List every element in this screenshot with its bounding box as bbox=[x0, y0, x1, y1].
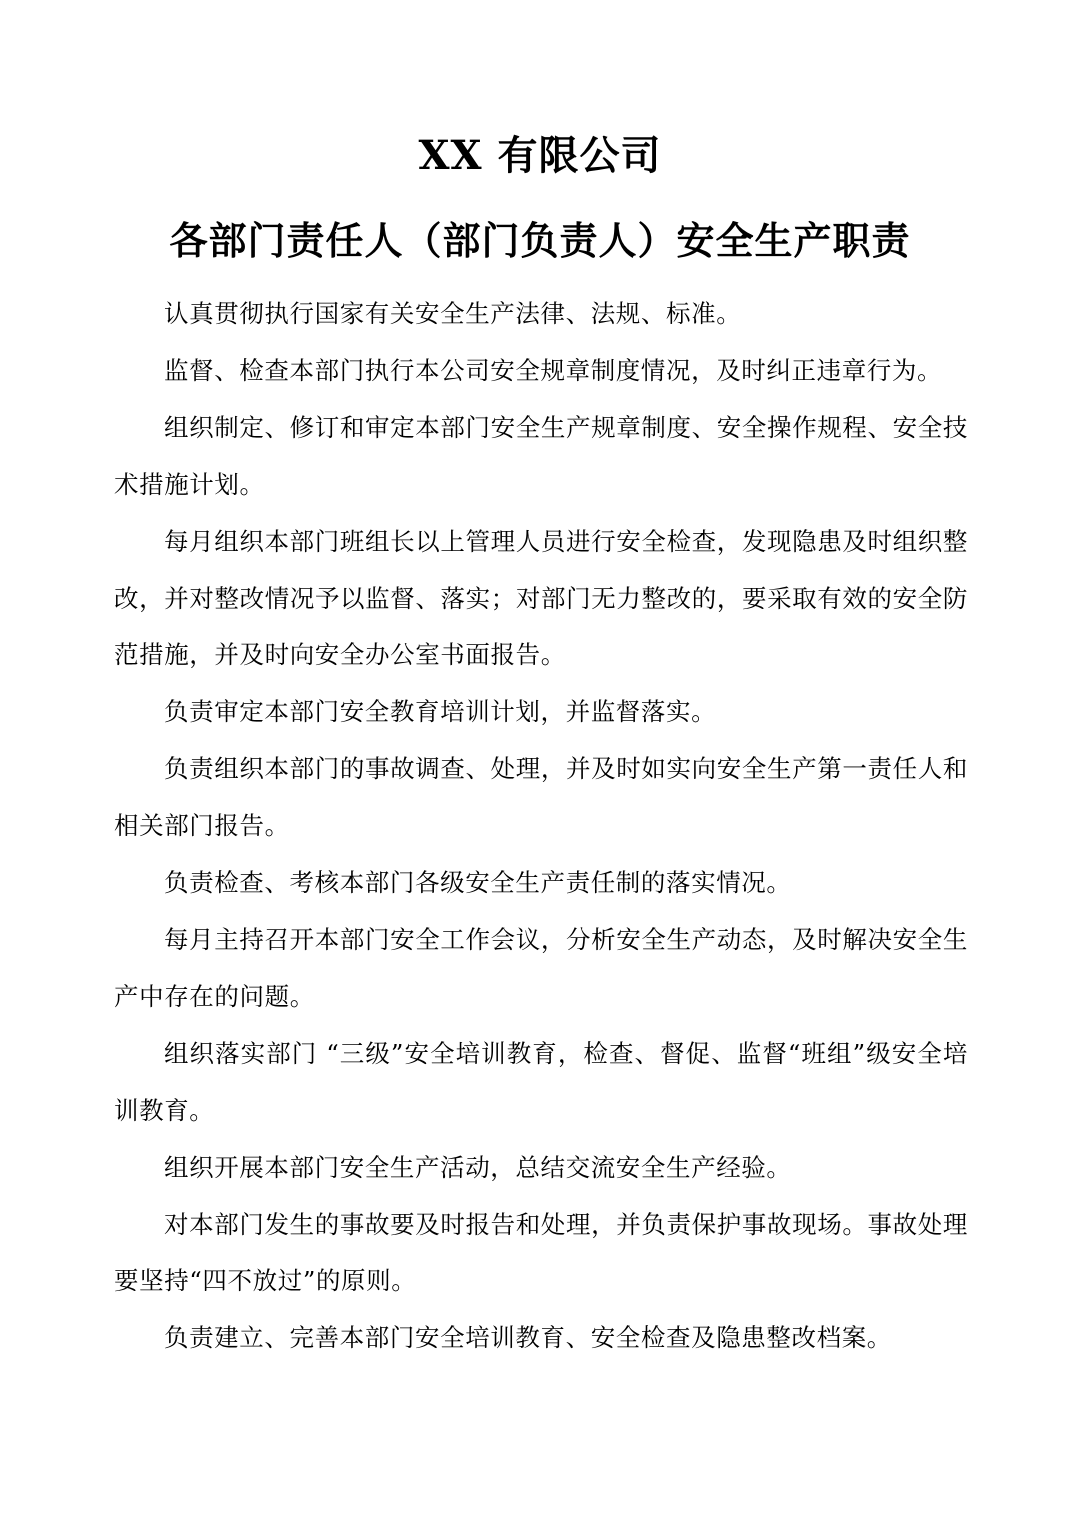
paragraph-7: 负责检查、考核本部门各级安全生产责任制的落实情况。 bbox=[164, 868, 792, 898]
company-title: XX 有限公司 bbox=[418, 132, 662, 179]
paragraph-9: 组织落实部门 “三级”安全培训教育，检查、督促、监督“班组”级安全培训教育。 bbox=[114, 1038, 968, 1125]
document-title: 各部门责任人（部门负责人）安全生产职责 bbox=[169, 218, 911, 263]
paragraph-8: 每月主持召开本部门安全工作会议，分析安全生产动态，及时解决安全生产中存在的问题。 bbox=[114, 924, 968, 1011]
paragraph-6: 负责组织本部门的事故调查、处理，并及时如实向安全生产第一责任人和相关部门报告。 bbox=[114, 754, 968, 841]
paragraph-3: 组织制定、修订和审定本部门安全生产规章制度、安全操作规程、安全技术措施计划。 bbox=[114, 412, 968, 499]
paragraph-11: 对本部门发生的事故要及时报告和处理，并负责保护事故现场。事故处理要坚持“四不放过”的原则。 bbox=[114, 1209, 968, 1296]
paragraph-10: 组织开展本部门安全生产活动，总结交流安全生产经验。 bbox=[164, 1152, 792, 1182]
paragraph-4: 每月组织本部门班组长以上管理人员进行安全检查，发现隐患及时组织整改，并对整改情况予以监督、落实；对部门无力整改的，要采取有效的安全防范措施，并及时向安全办公室书面报告。 bbox=[114, 526, 968, 670]
paragraph-2: 监督、检查本部门执行本公司安全规章制度情况，及时纠正违章行为。 bbox=[164, 355, 943, 385]
document-body bbox=[114, 286, 968, 1367]
paragraph-1: 认真贯彻执行国家有关安全生产法律、法规、标准。 bbox=[164, 299, 742, 328]
paragraph-12: 负责建立、完善本部门安全培训教育、安全检查及隐患整改档案。 bbox=[164, 1323, 892, 1353]
paragraph-5: 负责审定本部门安全教育培训计划，并监督落实。 bbox=[164, 697, 717, 727]
